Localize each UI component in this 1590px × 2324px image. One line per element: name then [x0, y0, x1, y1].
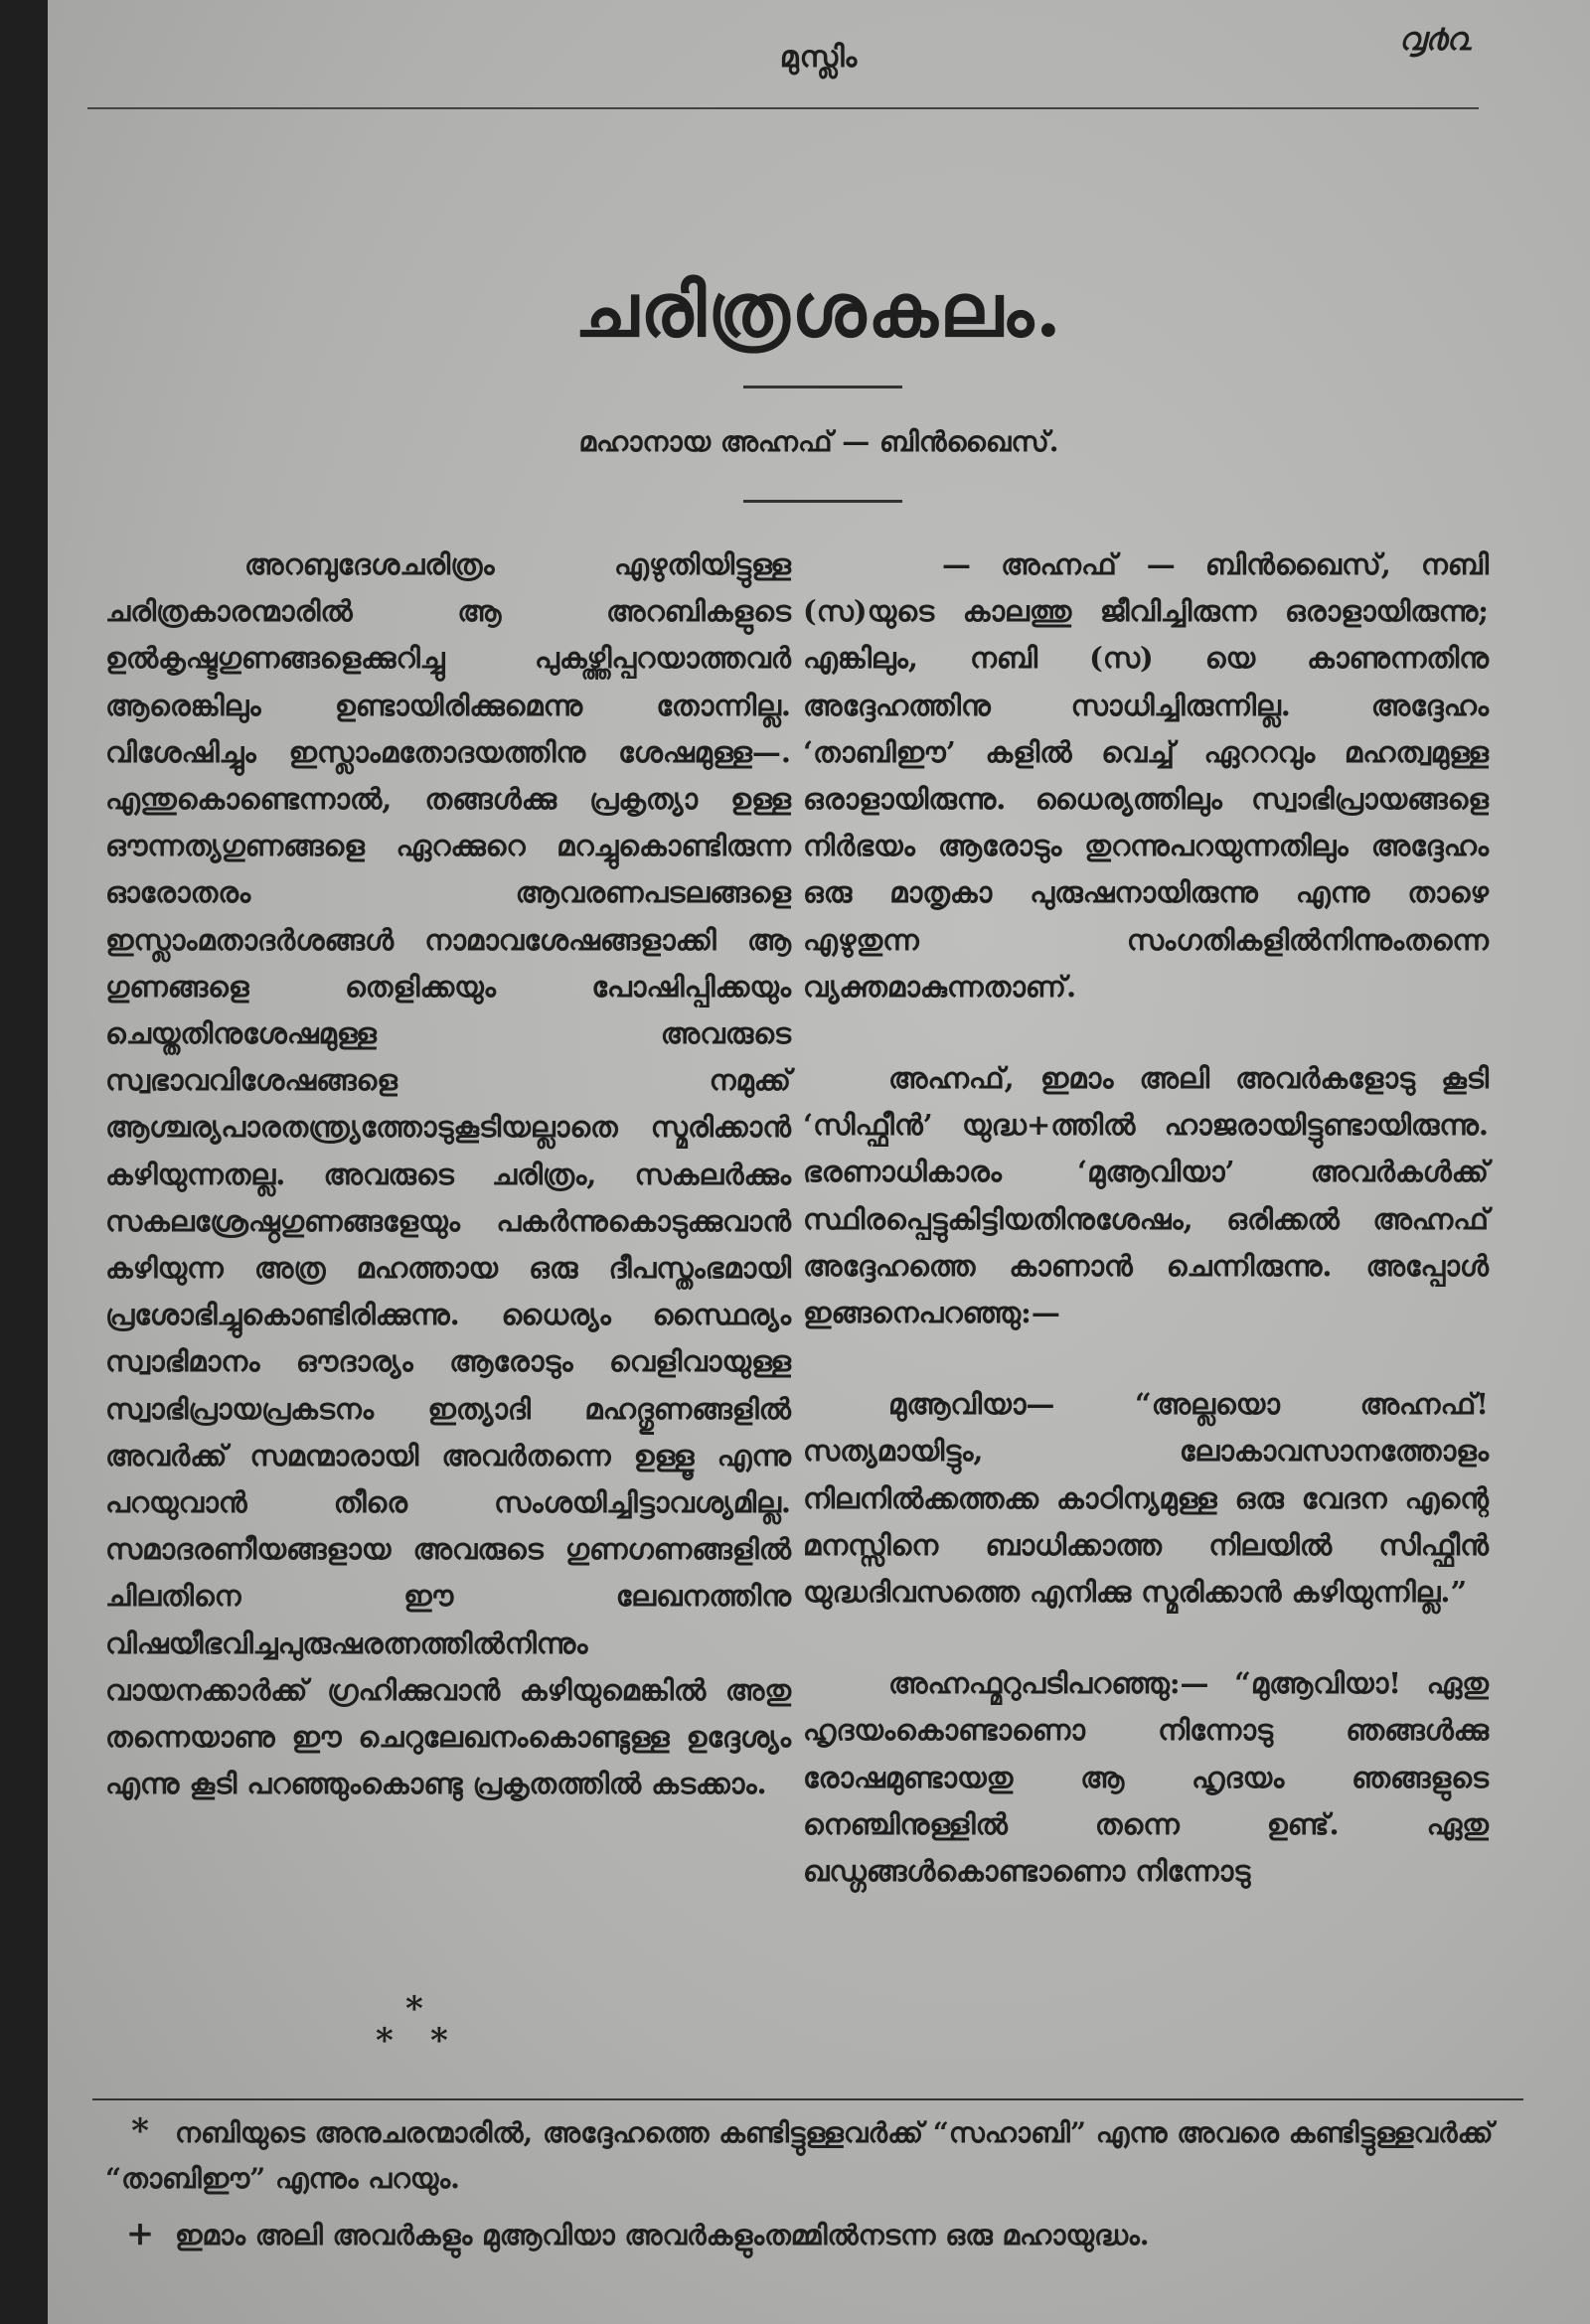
right-paragraph: അഹ്നഫ്മറുപടിപറഞ്ഞു:— “മുആവിയാ! ഏതു ഹൃദയംകൊണ്ടാണൊ നിന്നോടു ഞങ്ങൾക്കു രോഷമുണ്ടായതു ആ ഹൃദയം ഞങ്ങളുടെ നെഞ്ചിനുള്ളിൽ തന്നെ ഉണ്ട്. ഏതു ഖഡ്ഗങ്ങൾകൊണ്ടാണൊ നിന്നോടു [803, 1666, 1489, 1889]
left-paragraph: അറബുദേശചരിത്രം എഴുതിയിട്ടുള്ള ചരിത്രകാരന്മാരിൽ ആ അറബികളുടെ ഉൽകൃഷ്ടഗുണങ്ങളെക്കുറിച്ചു പുകഴ്ത്തിപ്പറയാത്തവർ ആരെങ്കിലും ഉണ്ടായിരിക്കുമെന്നു തോന്നില്ല. വിശേഷിച്ചും ഇസ്ലാംമതോദയത്തിനു ശേഷമുള്ള—. എന്തുകൊണ്ടെന്നാൽ, തങ്ങൾക്കു പ്രകൃത്യാ ഉള്ള ഔന്നത്യഗുണങ്ങളെ ഏറക്കുറെ മറച്ചുകൊണ്ടിരുന്ന ഓരോതരം ആവരണപടലങ്ങളെ ഇസ്ലാംമതാദർശങ്ങൾ നാമാവശേഷങ്ങളാക്കി ആ ഗുണങ്ങളെ തെളിക്കയും പോഷിപ്പിക്കയും ചെയ്തതിനുശേഷമുള്ള അവരുടെ സ്വഭാവവിശേഷങ്ങളെ നമുക്ക് ആശ്ചര്യപാരതന്ത്ര്യത്തോടുകൂടിയല്ലാതെ സ്മരിക്കാൻ കഴിയുന്നതല്ല. അവരുടെ ചരിത്രം, സകലർക്കും സകലശ്രേഷ്ഠഗുണങ്ങളേയും പകർന്നുകൊടുക്കുവാൻ കഴിയുന്ന അത്ര മഹത്തായ ഒരു ദീപസ്തംഭമായി പ്രശോഭിച്ചുകൊണ്ടിരിക്കുന്നു. ധൈര്യം സ്ഥൈര്യം സ്വാഭിമാനം ഔദാര്യം ആരോടും വെളിവായുള്ള സ്വാഭിപ്രായപ്രകടനം ഇത്യാദി മഹദ്ഗുണങ്ങളിൽ അവർക്ക് സമന്മാരായി അവർതന്നെ ഉള്ളൂ എന്നു പറയുവാൻ തീരെ സംശയിച്ചിട്ടാവശ്യമില്ല. സമാദരണീയങ്ങളായ അവരുടെ ഗുണഗണങ്ങളിൽ ചിലതിനെ ഈ ലേഖനത്തിനു വിഷയീഭവിച്ചപുരുഷരത്നത്തിൽനിന്നും വായനക്കാർക്ക് ഗ്രഹിക്കുവാൻ കഴിയുമെങ്കിൽ അതു തന്നെയാണു ഈ ചെറുലേഖനംകൊണ്ടുള്ള ഉദ്ദേശ്യം എന്നു കൂടി പറഞ്ഞുംകൊണ്ടു പ്രകൃതത്തിൽ കടക്കാം. [105, 547, 791, 1801]
right-column [803, 542, 1489, 1939]
footnote-text: ഇമാം അലി അവർകളും മുആവിയാ അവർകളുംതമ്മിൽനടന്ന ഒരു മഹായുദ്ധം. [175, 2219, 1150, 2251]
asterism-star: * [376, 2021, 394, 2061]
right-paragraph: അഹ്നഫ്, ഇമാം അലി അവർകളോടു കൂടി ‘സിഫ്ഫീൻ’ യുദ്ധ+ത്തിൽ ഹാജരായിട്ടുണ്ടായിരുന്നു. ഭരണാധികാരം ‘മുആവിയാ’ അവർകൾക്ക് സ്ഥിരപ്പെട്ടുകിട്ടിയതിനുശേഷം, ഒരിക്കൽ അഹ്നഫ് അദ്ദേഹത്തെ കാണാൻ ചെന്നിരുന്നു. അപ്പോൾ ഇങ്ങനെപറഞ്ഞു:— [803, 1061, 1489, 1330]
footnote-marker: + [125, 2214, 155, 2253]
header-rule [87, 107, 1479, 109]
scanned-page [48, 0, 1590, 2324]
footnote [105, 2108, 1536, 2202]
right-paragraph: മുആവിയാ— “അല്ലയൊ അഹ്നഫ്! സത്യമായിട്ടും, ലോകാവസാനത്തോളം നിലനിൽക്കത്തക്ക കാഠിന്യമുള്ള ഒരു വേദന എന്റെ മനസ്സിനെ ബാധിക്കാത്ത നിലയിൽ സിഫ്ഫീൻ യുദ്ധദിവസത്തെ എനിക്കു സ്മരിക്കാൻ കഴിയുന്നില്ല.” [803, 1387, 1489, 1610]
footnote-rule [92, 2098, 1523, 2100]
binding-edge [0, 0, 48, 2324]
subtitle-rule [743, 500, 902, 503]
footnote-text: നബിയുടെ അനുചരന്മാരിൽ, അദ്ദേഹത്തെ കണ്ടിട്ടുള്ളവർക്ക് “സഹാബി” എന്നു അവരെ കണ്ടിട്ടുള്ളവർക്ക് “താബിഈ” എന്നും പറയും. [105, 2116, 1494, 2195]
running-title: മുസ്ലിം [779, 40, 859, 75]
footnote [105, 2211, 1536, 2258]
page-number: ൮൪൨ [1398, 20, 1471, 58]
left-column [105, 542, 791, 1852]
asterism [376, 1989, 485, 2072]
footnote-marker: * [131, 2111, 149, 2151]
article-subtitle: മഹാനായ അഹ്നഫ് — ബിൻഖൈസ്. [578, 425, 1059, 458]
asterism-star: * [405, 1989, 423, 2029]
asterism-star: * [430, 2021, 448, 2061]
article-title: ചരിത്രശകലം. [574, 268, 1063, 354]
right-paragraph: — അഹ്നഫ് — ബിൻഖൈസ്, നബി (സ)യുടെ കാലത്തു ജീവിച്ചിരുന്ന ഒരാളായിരുന്നു; എങ്കിലും, നബി (സ) യെ കാണുന്നതിനു അദ്ദേഹത്തിനു സാധിച്ചിരുന്നില്ല. അദ്ദേഹം ‘താബിഈ’ കളിൽ വെച്ച് ഏററവും മഹത്വമുള്ള ഒരാളായിരുന്നു. ധൈര്യത്തിലും സ്വാഭിപ്രായങ്ങളെ നിർഭയം ആരോടും തുറന്നുപറയുന്നതിലും അദ്ദേഹം ഒരു മാതൃകാ പുരുഷനായിരുന്നു എന്നു താഴെ എഴുതുന്ന സംഗതികളിൽനിന്നുംതന്നെ വ്യക്തമാകുന്നതാണ്. [803, 547, 1489, 1004]
title-rule [743, 386, 902, 388]
